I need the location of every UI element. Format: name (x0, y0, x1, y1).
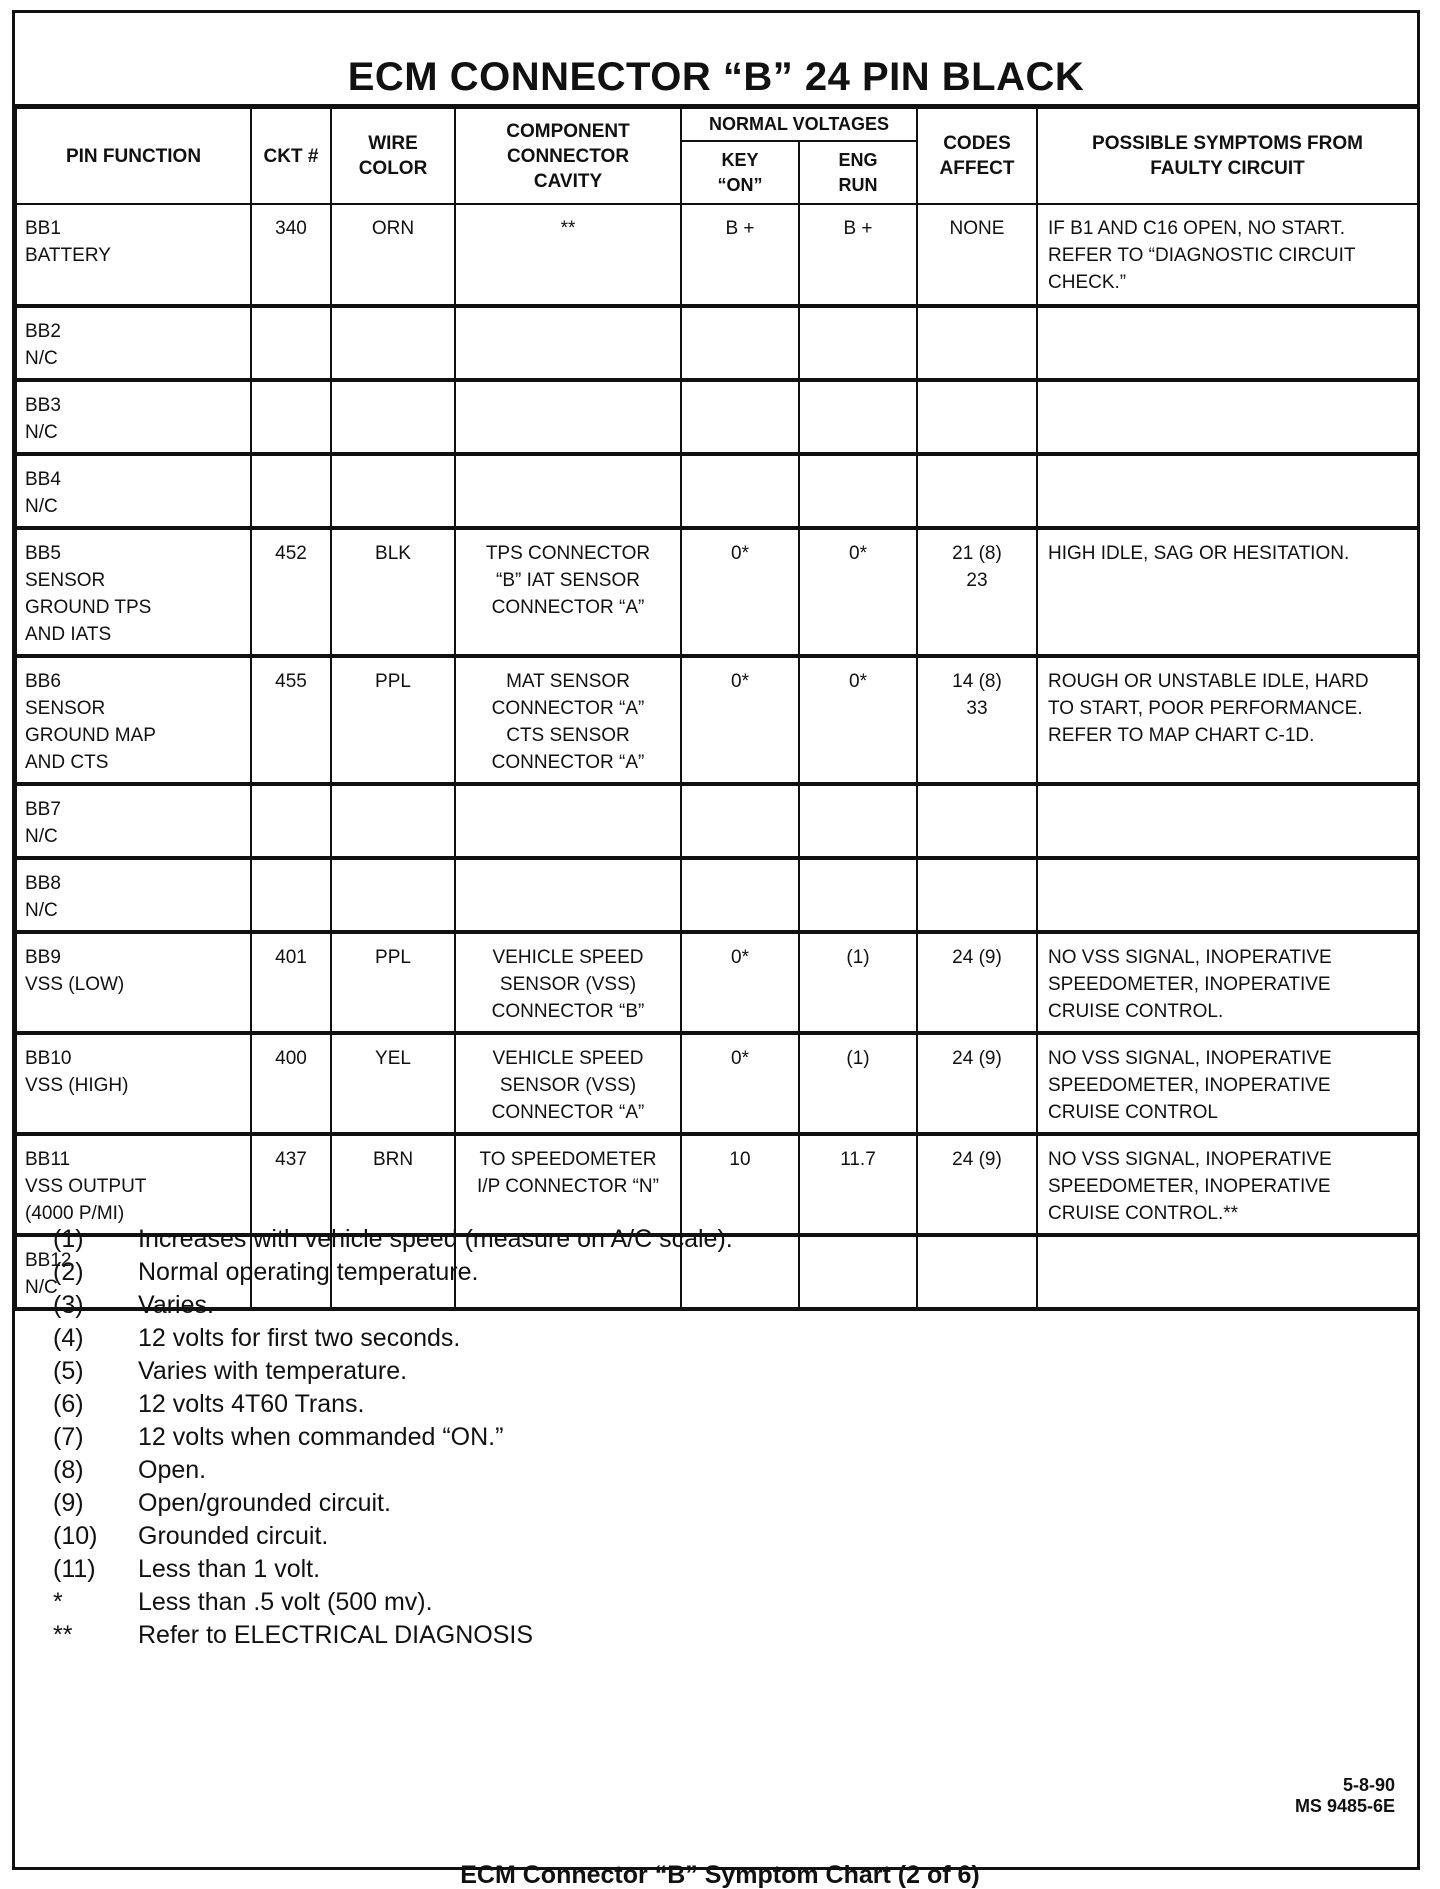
eng-run-cell: 0* (799, 528, 917, 656)
symptoms-cell: NO VSS SIGNAL, INOPERATIVE SPEEDOMETER, INOPERATIVE CRUISE CONTROL (1037, 1033, 1418, 1134)
pin-function: N/C (25, 348, 58, 369)
eng-run-cell (799, 858, 917, 932)
pin-id: BB12 (25, 1250, 72, 1271)
symptoms-cell (1037, 1235, 1418, 1309)
wire-color-cell (331, 306, 455, 380)
eng-run-cell: (1) (799, 1033, 917, 1134)
key-on-cell: 0* (681, 656, 799, 784)
symptoms-cell: HIGH IDLE, SAG OR HESITATION. (1037, 528, 1418, 656)
symptoms-cell (1037, 858, 1418, 932)
wire-color-cell (331, 784, 455, 858)
pin-function-cell (16, 1134, 251, 1235)
table-row (16, 858, 1418, 932)
symptoms-cell (1037, 784, 1418, 858)
ckt-cell: 401 (251, 932, 331, 1033)
table-row (16, 454, 1418, 528)
footnote-text: Varies with temperature. (138, 1357, 408, 1385)
footnote-item (53, 1256, 733, 1289)
footnote-item (53, 1388, 733, 1421)
component-cell: MAT SENSOR CONNECTOR “A” CTS SENSOR CONNECTOR “A” (455, 656, 681, 784)
footnote-item (53, 1487, 733, 1520)
codes-cell: 24 (9) (917, 1134, 1037, 1235)
footnote-key: (5) (53, 1357, 84, 1385)
pin-function-cell (16, 1033, 251, 1134)
footnote-text: Less than 1 volt. (138, 1555, 321, 1583)
component-cell: TO SPEEDOMETER I/P CONNECTOR “N” (455, 1134, 681, 1235)
pin-function: SENSOR GROUND MAP AND CTS (25, 698, 156, 773)
pin-id: BB7 (25, 799, 61, 820)
key-on-cell: 0* (681, 528, 799, 656)
table-row (16, 380, 1418, 454)
ckt-cell (251, 380, 331, 454)
symptoms-cell: ROUGH OR UNSTABLE IDLE, HARD TO START, POOR PERFORMANCE. REFER TO MAP CHART C-1D. (1037, 656, 1418, 784)
footnote-item (53, 1322, 733, 1355)
wire-color-cell: PPL (331, 656, 455, 784)
table-row (16, 528, 1418, 656)
pin-id: BB6 (25, 671, 61, 692)
codes-cell: 14 (8) 33 (917, 656, 1037, 784)
footnote-text: Normal operating temperature. (138, 1258, 479, 1286)
pin-id: BB10 (25, 1048, 72, 1069)
pin-function-cell (16, 380, 251, 454)
header-component: COMPONENT CONNECTOR CAVITY (455, 108, 681, 204)
footnote-text: Open/grounded circuit. (138, 1489, 391, 1517)
pin-id: BB5 (25, 543, 61, 564)
footnote-text: Refer to ELECTRICAL DIAGNOSIS (138, 1621, 534, 1649)
pin-function-cell (16, 454, 251, 528)
footnote-item (53, 1619, 733, 1652)
header-codes: CODES AFFECT (917, 108, 1037, 204)
footnote-key: (9) (53, 1489, 84, 1517)
eng-run-cell (799, 380, 917, 454)
footnote-item (53, 1223, 733, 1256)
footnote-text: Open. (138, 1456, 207, 1484)
eng-run-cell (799, 784, 917, 858)
footnote-key: (6) (53, 1390, 84, 1418)
header-eng-run: ENG RUN (799, 141, 917, 204)
key-on-cell (681, 454, 799, 528)
table-row (16, 656, 1418, 784)
wire-color-cell (331, 858, 455, 932)
footnote-key: (3) (53, 1291, 84, 1319)
codes-cell (917, 1235, 1037, 1309)
pin-function-cell (16, 784, 251, 858)
component-cell (455, 784, 681, 858)
ckt-cell: 400 (251, 1033, 331, 1134)
figure-caption: ECM Connector “B” Symptom Chart (2 of 6) (460, 1861, 980, 1889)
footnote-text: Increases with vehicle speed (measure on A/C scale). (138, 1225, 733, 1253)
pin-id: BB1 (25, 218, 61, 239)
pin-function-cell (16, 528, 251, 656)
footnote-key: (2) (53, 1258, 84, 1286)
pin-function: BATTERY (25, 245, 111, 266)
symptoms-cell: NO VSS SIGNAL, INOPERATIVE SPEEDOMETER, INOPERATIVE CRUISE CONTROL.** (1037, 1134, 1418, 1235)
footnote-item (53, 1586, 733, 1619)
footnote-key: ** (53, 1621, 73, 1649)
pin-function: N/C (25, 422, 58, 443)
document-stamp (1295, 1775, 1395, 1817)
pin-function-cell (16, 656, 251, 784)
pin-id: BB2 (25, 321, 61, 342)
codes-cell (917, 306, 1037, 380)
footnote-item (53, 1520, 733, 1553)
wire-color-cell: YEL (331, 1033, 455, 1134)
component-cell (455, 380, 681, 454)
footnote-text: Less than .5 volt (500 mv). (138, 1588, 433, 1616)
codes-cell: 21 (8) 23 (917, 528, 1037, 656)
stamp-date: 5-8-90 (1342, 1775, 1395, 1795)
header-pin-function: PIN FUNCTION (16, 108, 251, 204)
header-symptoms: POSSIBLE SYMPTOMS FROM FAULTY CIRCUIT (1037, 108, 1418, 204)
key-on-cell (681, 306, 799, 380)
key-on-cell: 0* (681, 932, 799, 1033)
footnote-key: (10) (53, 1522, 98, 1550)
eng-run-cell: (1) (799, 932, 917, 1033)
component-cell (455, 454, 681, 528)
pin-function: N/C (25, 826, 58, 847)
pin-table (15, 107, 1419, 1311)
codes-cell: 24 (9) (917, 932, 1037, 1033)
footnote-item (53, 1289, 733, 1322)
footnotes (53, 1223, 733, 1652)
pin-id: BB8 (25, 873, 61, 894)
codes-cell: 24 (9) (917, 1033, 1037, 1134)
footnote-key: (8) (53, 1456, 84, 1484)
component-cell (455, 858, 681, 932)
footnote-text: Varies. (138, 1291, 214, 1319)
footnote-item (53, 1454, 733, 1487)
header-key-on: KEY “ON” (681, 141, 799, 204)
eng-run-cell (799, 454, 917, 528)
pin-function: VSS (HIGH) (25, 1075, 129, 1096)
wire-color-cell: BLK (331, 528, 455, 656)
key-on-cell: B + (681, 204, 799, 306)
codes-cell (917, 784, 1037, 858)
component-cell: ** (455, 204, 681, 306)
ckt-cell (251, 858, 331, 932)
eng-run-cell: 0* (799, 656, 917, 784)
pin-function: N/C (25, 1277, 58, 1298)
table-row (16, 1134, 1418, 1235)
table-row (16, 204, 1418, 306)
footnote-key: (4) (53, 1324, 84, 1352)
pin-function: VSS OUTPUT (4000 P/MI) (25, 1176, 147, 1224)
pin-function-cell (16, 858, 251, 932)
table-row (16, 1033, 1418, 1134)
footnote-item (53, 1355, 733, 1388)
wire-color-cell: ORN (331, 204, 455, 306)
footnote-text: 12 volts 4T60 Trans. (138, 1390, 365, 1418)
pin-function: N/C (25, 496, 58, 517)
wire-color-cell (331, 454, 455, 528)
pin-id: BB11 (25, 1149, 71, 1170)
wire-color-cell: PPL (331, 932, 455, 1033)
ckt-cell: 340 (251, 204, 331, 306)
symptoms-cell (1037, 380, 1418, 454)
table-row (16, 932, 1418, 1033)
table-row (16, 784, 1418, 858)
pin-function: VSS (LOW) (25, 974, 125, 995)
key-on-cell (681, 784, 799, 858)
codes-cell (917, 380, 1037, 454)
key-on-cell: 10 (681, 1134, 799, 1235)
codes-cell: NONE (917, 204, 1037, 306)
key-on-cell (681, 858, 799, 932)
wire-color-cell (331, 380, 455, 454)
symptoms-cell: IF B1 AND C16 OPEN, NO START. REFER TO “DIAGNOSTIC CIRCUIT CHECK.” (1037, 204, 1418, 306)
ckt-cell (251, 306, 331, 380)
wire-color-cell: BRN (331, 1134, 455, 1235)
footnote-item (53, 1553, 733, 1586)
codes-cell (917, 454, 1037, 528)
pin-function: N/C (25, 900, 58, 921)
codes-cell (917, 858, 1037, 932)
key-on-cell: 0* (681, 1033, 799, 1134)
eng-run-cell (799, 1235, 917, 1309)
component-cell: VEHICLE SPEED SENSOR (VSS) CONNECTOR “A” (455, 1033, 681, 1134)
component-cell: TPS CONNECTOR “B” IAT SENSOR CONNECTOR “A” (455, 528, 681, 656)
stamp-code: MS 9485-6E (1294, 1796, 1395, 1816)
footnote-key: (1) (53, 1225, 84, 1253)
pin-id: BB9 (25, 947, 61, 968)
ckt-cell (251, 454, 331, 528)
symptoms-cell (1037, 306, 1418, 380)
pin-id: BB4 (25, 469, 61, 490)
eng-run-cell (799, 306, 917, 380)
header-normal-voltages: NORMAL VOLTAGES (681, 108, 917, 141)
pin-function: SENSOR GROUND TPS AND IATS (25, 570, 152, 645)
footnote-text: Grounded circuit. (138, 1522, 329, 1550)
table-row (16, 306, 1418, 380)
pin-function-cell (16, 932, 251, 1033)
component-cell: VEHICLE SPEED SENSOR (VSS) CONNECTOR “B” (455, 932, 681, 1033)
symptoms-cell: NO VSS SIGNAL, INOPERATIVE SPEEDOMETER, INOPERATIVE CRUISE CONTROL. (1037, 932, 1418, 1033)
eng-run-cell: B + (799, 204, 917, 306)
pin-id: BB3 (25, 395, 61, 416)
ckt-cell: 452 (251, 528, 331, 656)
ckt-cell: 437 (251, 1134, 331, 1235)
footnote-key: (7) (53, 1423, 84, 1451)
footnote-text: 12 volts when commanded “ON.” (138, 1423, 504, 1451)
ckt-cell (251, 784, 331, 858)
header-wire-color: WIRE COLOR (331, 108, 455, 204)
footnote-key: * (53, 1588, 63, 1616)
header-ckt: CKT # (251, 108, 331, 204)
footnote-item (53, 1421, 733, 1454)
eng-run-cell: 11.7 (799, 1134, 917, 1235)
symptoms-cell (1037, 454, 1418, 528)
footnote-text: 12 volts for first two seconds. (138, 1324, 461, 1352)
page-title: ECM CONNECTOR “B” 24 PIN BLACK (15, 13, 1417, 107)
footnote-key: (11) (53, 1555, 96, 1583)
component-cell (455, 306, 681, 380)
key-on-cell (681, 380, 799, 454)
ckt-cell: 455 (251, 656, 331, 784)
pin-function-cell (16, 204, 251, 306)
pin-function-cell (16, 306, 251, 380)
chart-sheet (12, 10, 1420, 1870)
